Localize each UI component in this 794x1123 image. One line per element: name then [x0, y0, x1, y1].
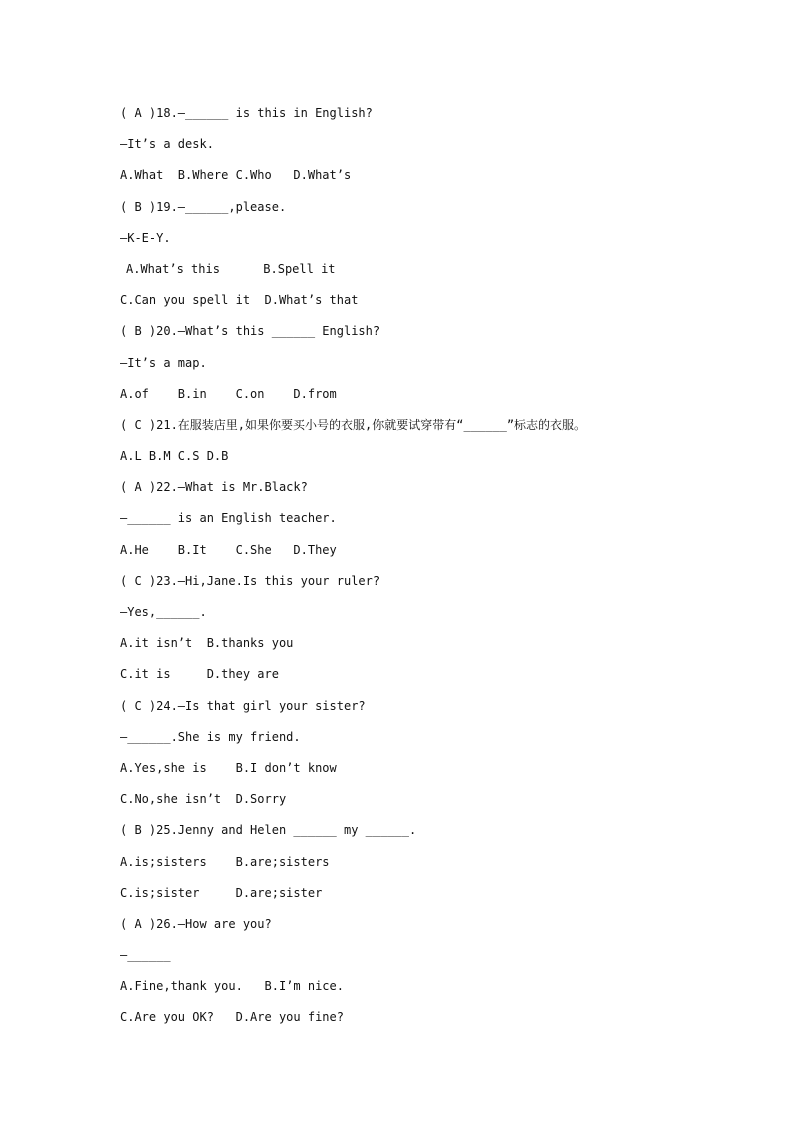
question-22-options: A.He B.It C.She D.They	[120, 542, 337, 557]
question-18-options: A.What B.Where C.Who D.What’s	[120, 168, 352, 183]
question-18-stem: ( A )18.—______ is this in English?	[120, 106, 373, 120]
question-24-options-cd: C.No,she isn’t D.Sorry	[120, 792, 287, 807]
question-24-stem: ( C )24.—Is that girl your sister?	[120, 698, 366, 713]
question-26-stem: ( A )26.—How are you?	[120, 916, 272, 931]
question-22-stem: ( A )22.—What is Mr.Black?	[120, 480, 308, 495]
question-19-options-ab: A.What’s this B.Spell it	[126, 261, 336, 276]
question-25-options-cd: C.is;sister D.are;sister	[120, 885, 323, 900]
question-26-options-cd: C.Are you OK? D.Are you fine?	[120, 1010, 344, 1025]
question-24-answer-line: —______.She is my friend.	[120, 729, 301, 744]
question-18-answer-line: —It’s a desk.	[120, 137, 214, 152]
question-19-answer-line: —K-E-Y.	[120, 230, 171, 245]
question-26-options-ab: A.Fine,thank you. B.I’m nice.	[120, 979, 344, 994]
question-20-options: A.of B.in C.on D.from	[120, 386, 337, 401]
question-23-answer-line: —Yes,______.	[120, 605, 207, 619]
question-23-stem: ( C )23.—Hi,Jane.Is this your ruler?	[120, 573, 381, 588]
question-22-answer-line: —______ is an English teacher.	[120, 511, 337, 526]
question-24-options-ab: A.Yes,she is B.I don’t know	[120, 760, 337, 775]
question-19-options-cd: C.Can you spell it D.What’s that	[120, 293, 359, 308]
question-20-stem: ( B )20.—What’s this ______ English?	[120, 324, 381, 339]
question-26-answer-line: —______	[120, 948, 171, 963]
question-25-stem: ( B )25.Jenny and Helen ______ my ______.	[120, 823, 417, 838]
question-19-stem: ( B )19.—______,please.	[120, 199, 287, 214]
question-25-options-ab: A.is;sisters B.are;sisters	[120, 854, 330, 869]
question-23-options-ab: A.it isn’t B.thanks you	[120, 636, 294, 651]
question-20-answer-line: —It’s a map.	[120, 355, 207, 370]
question-21-stem: ( C )21.在服装店里,如果你要买小号的衣服,你就要试穿带有“______”标志的衣服。	[120, 417, 587, 432]
question-23-options-cd: C.it is D.they are	[120, 667, 279, 682]
question-list	[120, 104, 680, 1040]
question-21-options: A.L B.M C.S D.B	[120, 449, 229, 464]
